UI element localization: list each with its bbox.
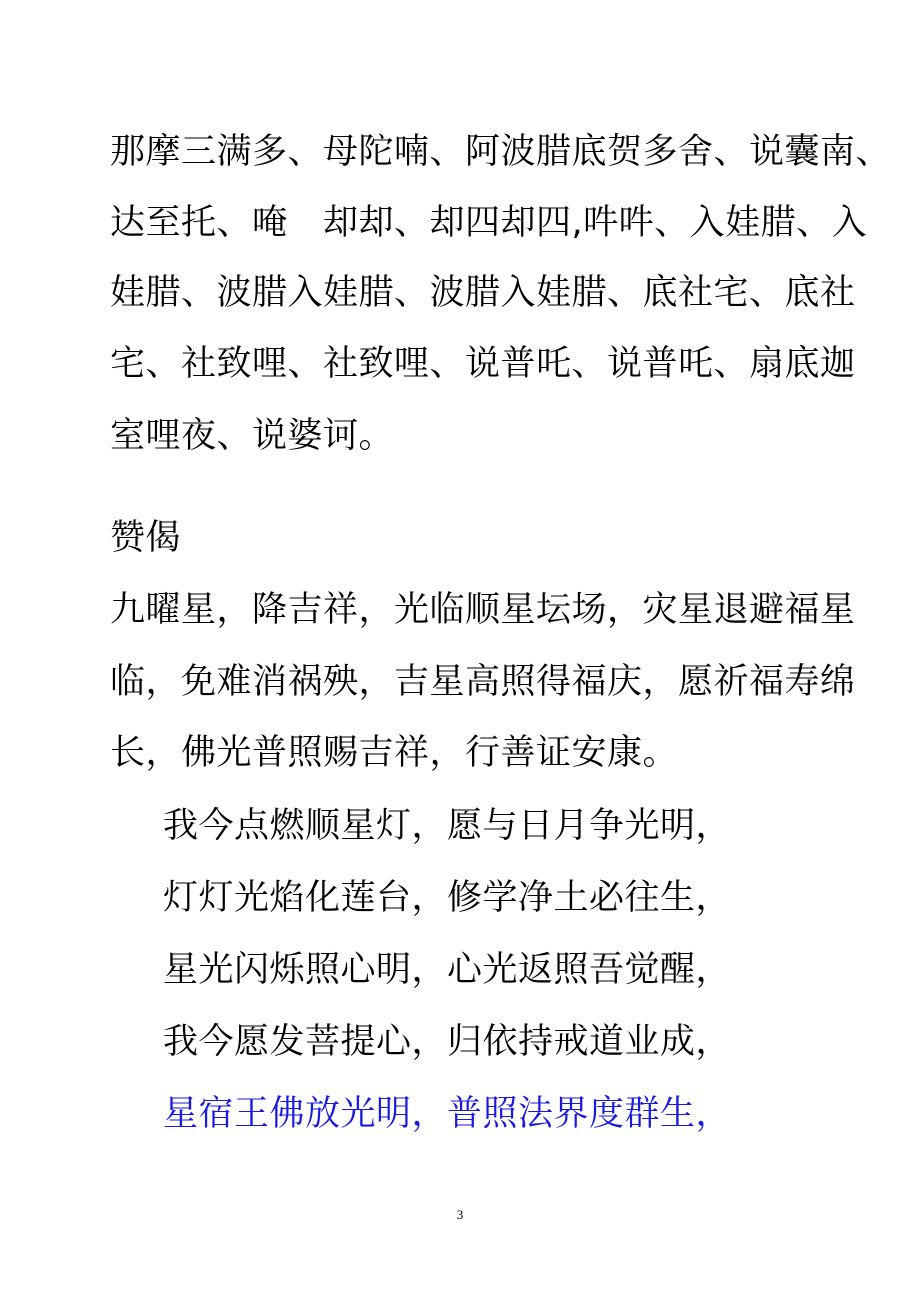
hymn-title: 赞偈: [110, 518, 182, 558]
mantra-line: 达至托、唵 却却、却四却四,吽吽、入娃腊、入: [110, 203, 868, 243]
hymn-line: 长，佛光普照赐吉祥，行善证安康。: [110, 733, 679, 773]
mantra-line: 那摩三满多、母陀喃、阿波腊底贺多舍、说囊南、: [110, 132, 892, 172]
mantra-line: 宅、社致哩、社致哩、说普吒、说普吒、扇底迦: [110, 344, 856, 384]
verse-line: 星光闪烁照心明，心光返照吾觉醒，: [163, 950, 732, 990]
verse-line: 我今愿发菩提心，归依持戒道业成，: [163, 1022, 732, 1062]
highlighted-verse-line: 星宿王佛放光明，普照法界度群生，: [163, 1094, 732, 1134]
mantra-line: 室哩夜、说婆诃。: [110, 416, 395, 456]
mantra-line: 娃腊、波腊入娃腊、波腊入娃腊、底社宅、底社: [110, 273, 856, 313]
hymn-line: 九曜星，降吉祥，光临顺星坛场，灾星退避福星: [110, 590, 856, 630]
hymn-line: 临，免难消祸殃，吉星高照得福庆，愿祈福寿绵: [110, 662, 856, 702]
verse-line: 灯灯光焰化莲台，修学净土必往生，: [163, 878, 732, 918]
page-number: 3: [456, 1207, 464, 1222]
verse-line: 我今点燃顺星灯，愿与日月争光明，: [163, 806, 732, 846]
